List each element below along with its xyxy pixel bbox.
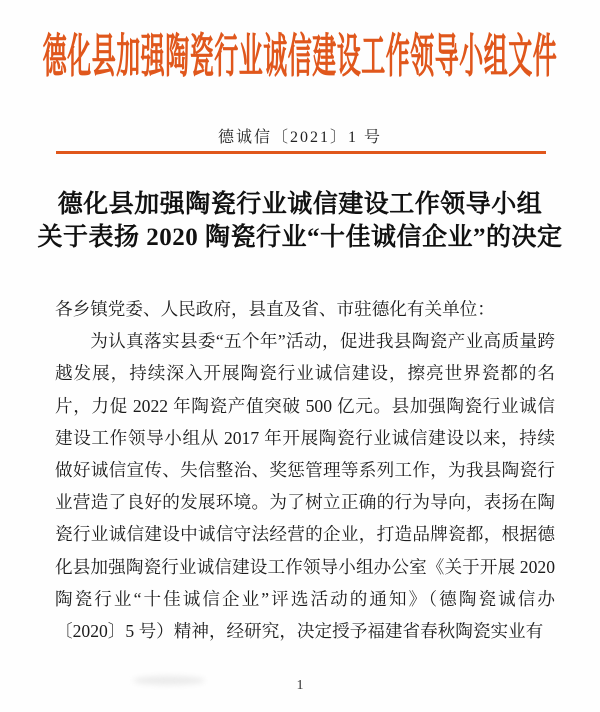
document-title-line1: 德化县加强陶瓷行业诚信建设工作领导小组	[57, 191, 543, 218]
page-number: 1	[296, 678, 304, 693]
red-header-banner	[0, 20, 600, 82]
document-body	[55, 293, 555, 647]
body-paragraph: 为认真落实县委“五个年”活动，促进我县陶瓷产业高质量跨越发展，持续深入开展陶瓷行业诚信建设，擦亮世界瓷都的名片，力促 2022 年陶瓷产值突破 500 亿元。县加强陶瓷行业诚信建设工作领导小组从 2017 年开展陶瓷行业诚信建设以来，持续做好诚信宣传、失信整治、奖惩管理等系列工作，为我县陶瓷行业营造了良好的发展环境。为了树立正确的行为导向，表扬在陶瓷行业诚信建设中诚信守法经营的企业，打造品牌瓷都，根据德化县加强陶瓷行业诚信建设工作领导小组办公室《关于开展 2020 陶瓷行业“十佳诚信企业”评选活动的通知》（德陶瓷诚信办〔2020〕5 号）精神，经研究，决定授予福建省春秋陶瓷实业有	[55, 331, 555, 642]
salutation-line: 各乡镇党委、人民政府，县直及省、市驻德化有关单位：	[55, 299, 495, 319]
red-header-banner-text: 德化县加强陶瓷行业诚信建设工作领导小组文件	[42, 30, 558, 84]
document-title	[25, 188, 575, 254]
red-separator-line	[56, 151, 546, 154]
document-title-line2: 关于表扬 2020 陶瓷行业“十佳诚信企业”的决定	[37, 224, 563, 251]
doc-number: 德诚信〔2021〕1 号	[217, 129, 382, 146]
